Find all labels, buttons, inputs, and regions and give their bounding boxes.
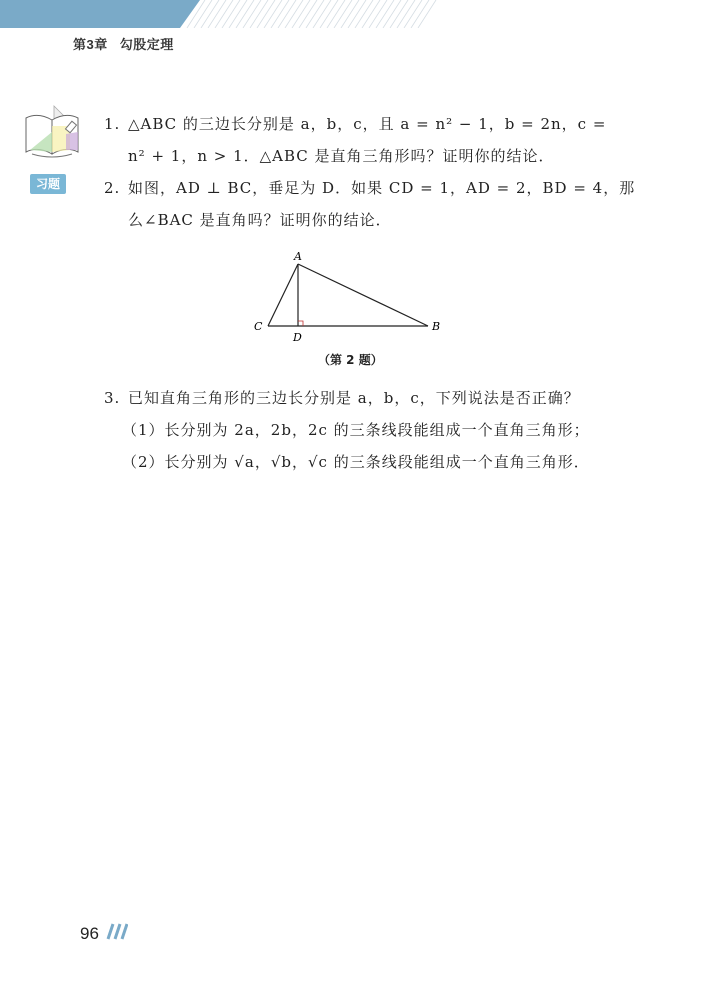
- triangle-figure: [250, 248, 450, 348]
- question-1-line-1: 1. △ABC 的三边长分别是 a，b，c，且 a = n² − 1，b = 2n，c =: [104, 108, 606, 140]
- vertex-label-b: B: [432, 320, 441, 333]
- question-2-line-2: 么∠BAC 是直角吗？证明你的结论．: [128, 211, 392, 229]
- vertex-label-c: C: [254, 320, 263, 333]
- exercise-book-icon: [22, 104, 82, 164]
- question-2-line-1: 2. 如图，AD ⊥ BC，垂足为 D．如果 CD = 1，AD = 2，BD = 4，那: [104, 172, 635, 204]
- exercise-badge: 习题: [30, 174, 66, 194]
- chapter-title: 勾股定理: [119, 37, 174, 52]
- question-3-part-2: （2）长分别为 √a，√b，√c 的三条线段能组成一个直角三角形．: [122, 453, 590, 471]
- vertex-label-a: A: [294, 250, 302, 263]
- chapter-heading: [73, 34, 186, 53]
- chapter-number: 第3章: [73, 37, 108, 52]
- question-3-part-1: （1）长分别为 2a，2b，2c 的三条线段能组成一个直角三角形；: [122, 421, 590, 439]
- page-number: 96: [80, 924, 99, 943]
- vertex-label-d: D: [293, 331, 302, 344]
- header-band: [0, 0, 702, 28]
- question-number: 3.: [104, 389, 121, 407]
- question-number: 2.: [104, 179, 121, 197]
- question-1-line-2: n² + 1，n > 1．△ABC 是直角三角形吗？证明你的结论．: [128, 147, 555, 165]
- page-slashes-decoration: [102, 922, 128, 940]
- question-3-line-1: 3. 已知直角三角形的三边长分别是 a，b，c，下列说法是否正确？: [104, 382, 580, 414]
- figure-caption: （第 2 题）: [318, 353, 383, 367]
- question-number: 1.: [104, 115, 121, 133]
